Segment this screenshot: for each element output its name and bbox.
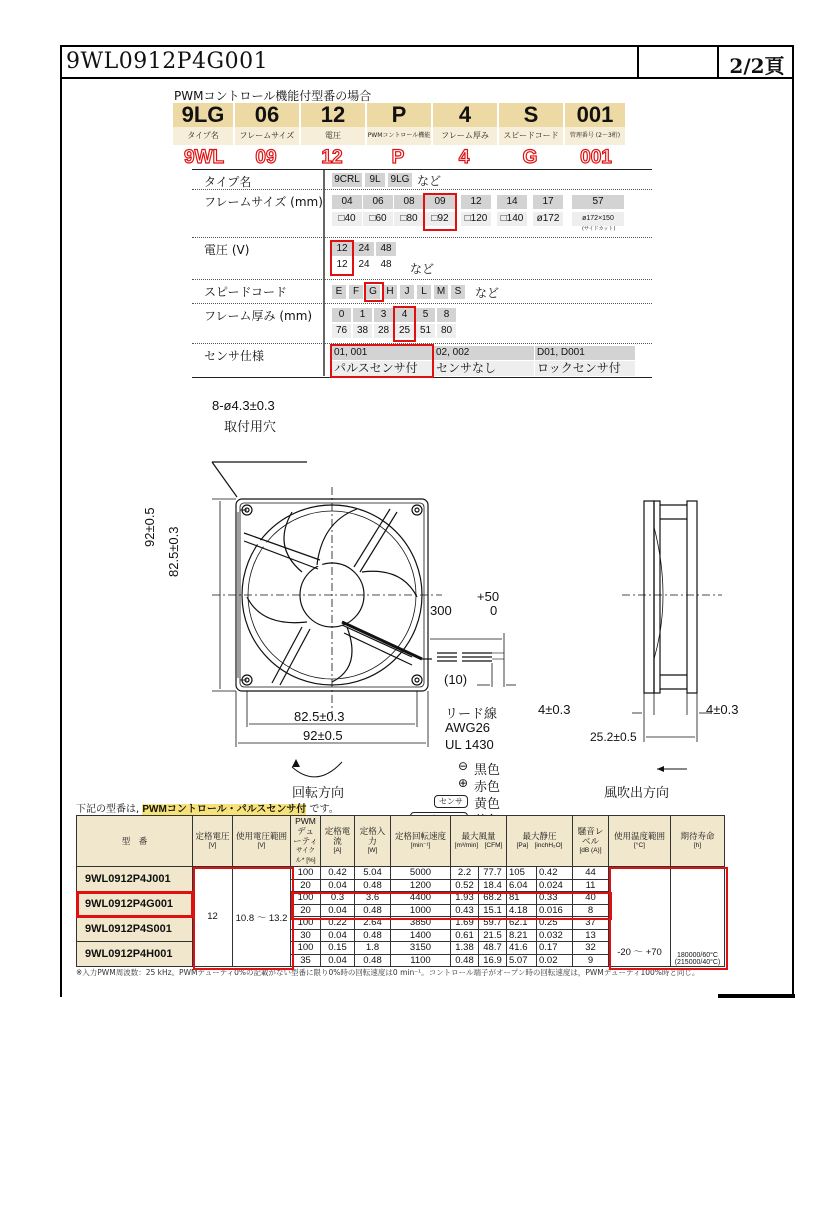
header-unit: [V] xyxy=(208,842,217,849)
leader-line xyxy=(212,462,237,497)
frame-size-code: 12 xyxy=(461,195,491,209)
spec-label: センサ仕様 xyxy=(204,349,265,363)
code-label: タイプ名 xyxy=(187,131,219,140)
table-cell: 0.17 xyxy=(537,942,573,955)
table-cell: 0.48 xyxy=(355,904,391,917)
fan-drawing xyxy=(132,397,732,797)
table-cell: 0.016 xyxy=(537,904,573,917)
table-cell: 0.22 xyxy=(321,917,355,930)
model-number: 9WL0912P4G001 xyxy=(66,49,269,74)
column-header xyxy=(671,816,725,867)
temperature-range: -20 ～ +70 xyxy=(609,867,671,967)
column-header xyxy=(77,816,193,867)
header-unit: [Pa] [inchH₂O] xyxy=(516,842,563,849)
table-cell: 32 xyxy=(573,942,609,955)
code-label: フレーム厚み xyxy=(441,131,489,140)
frame-size-value: □92 xyxy=(425,212,455,226)
side-right-dimension: 4±0.3 xyxy=(706,702,739,717)
table-cell: 13 xyxy=(573,929,609,942)
selected-code: 09 xyxy=(255,147,277,168)
voltage-value: 48 xyxy=(376,258,396,272)
thickness-code: 4 xyxy=(395,308,414,322)
selected-code: 9WL xyxy=(183,147,225,168)
speed-code-option: F xyxy=(349,285,363,299)
table-cell: 18.4 xyxy=(479,879,507,892)
awg-label: AWG26 xyxy=(445,720,491,735)
intro-suffix: です。 xyxy=(309,804,339,815)
thickness-value: 76 xyxy=(332,324,351,338)
column-header xyxy=(391,816,451,867)
column-header xyxy=(609,816,671,867)
wire-tag: ⊕ xyxy=(457,776,468,790)
frame-size-code: 57 xyxy=(572,195,624,209)
table-cell: 9 xyxy=(573,954,609,967)
spec-table xyxy=(192,169,652,375)
column-header xyxy=(321,816,355,867)
table-cell: 0.42 xyxy=(537,867,573,880)
table-cell: 3850 xyxy=(391,917,451,930)
spec-row-thickness xyxy=(192,304,652,344)
table-cell: 3150 xyxy=(391,942,451,955)
code-cell-2 xyxy=(301,103,365,145)
hole-pitch-h-dimension: 82.5±0.3 xyxy=(294,709,345,724)
height-dimension: 92±0.5 xyxy=(142,507,157,547)
document-frame xyxy=(60,45,794,997)
ul-label: UL 1430 xyxy=(445,737,494,752)
speed-code-option: H xyxy=(383,285,397,299)
table-cell: 16.9 xyxy=(479,954,507,967)
lead-tolerance-zero: 0 xyxy=(490,603,498,618)
table-cell: 0.61 xyxy=(451,929,479,942)
voltage-value: 12 xyxy=(332,258,352,272)
temp-life-highlight-box xyxy=(609,867,728,970)
voltage-code: 24 xyxy=(354,242,374,256)
thickness-code: 3 xyxy=(374,308,393,322)
header-unit: [m³/min] [CFM] xyxy=(454,842,503,849)
table-cell: 77.7 xyxy=(479,867,507,880)
header-text: 定格入力 xyxy=(359,826,386,846)
header-text: 騒音レベル xyxy=(577,826,604,846)
table-cell: 0.43 xyxy=(451,904,479,917)
code-value: P xyxy=(367,103,431,127)
spec-label: フレーム厚み (mm) xyxy=(204,309,313,323)
sensor-value: センサなし xyxy=(434,361,534,376)
table-cell: 0.48 xyxy=(355,879,391,892)
holes-dimension: 8-ø4.3±0.3 xyxy=(212,398,275,413)
spec-row-type xyxy=(192,170,652,190)
table-cell: 100 xyxy=(291,867,321,880)
table-cell: 21.5 xyxy=(479,929,507,942)
table-cell: 1.93 xyxy=(451,892,479,905)
frame-size-value: □40 xyxy=(332,212,362,226)
page-number: 2/2頁 xyxy=(729,54,785,78)
table-cell: 0.15 xyxy=(321,942,355,955)
thickness-value: 28 xyxy=(374,324,393,338)
divider xyxy=(637,47,639,77)
wire-color: 黄色 xyxy=(474,796,501,811)
table-cell: 5000 xyxy=(391,867,451,880)
speed-code-option: S xyxy=(451,285,465,299)
frame-size-code: 08 xyxy=(394,195,424,209)
table-cell: 100 xyxy=(291,892,321,905)
model-cell: 9WL0912P4H001 xyxy=(77,942,193,967)
spec-row-speed-code xyxy=(192,280,652,304)
side-left-dimension: 4±0.3 xyxy=(538,702,571,717)
table-cell: 1100 xyxy=(391,954,451,967)
column-header xyxy=(355,816,391,867)
wire-tag: センサ xyxy=(434,795,468,808)
thickness-code: 8 xyxy=(437,308,456,322)
highlight-box xyxy=(330,344,434,378)
wire-color: 黒色 xyxy=(474,762,501,777)
life-value-secondary: (215000/40°C) xyxy=(674,959,721,966)
airflow-label: 風吹出方向 xyxy=(604,785,670,800)
table-cell: 48.7 xyxy=(479,942,507,955)
code-label: フレームサイズ xyxy=(239,131,295,140)
thickness-value: 51 xyxy=(416,324,435,338)
table-cell: 1.8 xyxy=(355,942,391,955)
header-text: 型 番 xyxy=(121,836,148,846)
header-unit: [min⁻¹] xyxy=(410,842,431,849)
suffix-text: など xyxy=(475,286,500,300)
table-cell: 1400 xyxy=(391,929,451,942)
table-cell: 0.42 xyxy=(321,867,355,880)
header-text: 定格回転速度 xyxy=(394,831,446,841)
frame-size-value: □120 xyxy=(461,212,491,226)
strip-length: (10) xyxy=(444,672,468,687)
spec-row-sensor xyxy=(192,344,652,378)
selected-code: 4 xyxy=(458,147,470,168)
voltage-code: 48 xyxy=(376,242,396,256)
table-cell: 100 xyxy=(291,917,321,930)
highlight-box xyxy=(393,306,416,342)
header-unit: [°C] xyxy=(634,842,645,849)
table-cell: 1000 xyxy=(391,904,451,917)
column-header xyxy=(193,816,233,867)
table-cell: 30 xyxy=(291,929,321,942)
bottom-border xyxy=(718,994,795,998)
table-cell: 1.38 xyxy=(451,942,479,955)
table-cell: 68.2 xyxy=(479,892,507,905)
table-cell: 0.33 xyxy=(537,892,573,905)
table-cell: 0.02 xyxy=(537,954,573,967)
spec-label: 電圧 (V) xyxy=(204,243,250,257)
table-cell: 0.04 xyxy=(321,904,355,917)
header-text: 使用温度範囲 xyxy=(613,831,665,841)
table-cell: 44 xyxy=(573,867,609,880)
header-unit: [W] xyxy=(367,847,378,854)
speed-code-option: L xyxy=(417,285,431,299)
header-text: 使用電圧範囲 xyxy=(235,831,287,841)
frame-size-code: 14 xyxy=(497,195,527,209)
table-cell: 40 xyxy=(573,892,609,905)
selected-code: 001 xyxy=(580,147,612,168)
voltage-value: 24 xyxy=(354,258,374,272)
table-cell: 0.032 xyxy=(537,929,573,942)
sensor-value: ロックセンサ付 xyxy=(535,361,635,376)
life-value: 180000/60°C xyxy=(677,952,718,959)
frame-size-note: (サイドカット) xyxy=(582,226,616,232)
header-text: 定格電圧 xyxy=(195,831,230,841)
speed-code-option: J xyxy=(400,285,414,299)
hole-pitch-v-dimension: 82.5±0.3 xyxy=(166,526,181,577)
table-cell: 8 xyxy=(573,904,609,917)
intro-prefix: 下記の型番は, xyxy=(76,804,140,815)
model-cell: 9WL0912P4G001 xyxy=(77,892,193,917)
sensor-code: D01, D001 xyxy=(535,346,635,360)
column-header xyxy=(291,816,321,867)
highlight-box xyxy=(364,282,384,302)
code-value: 9LG xyxy=(173,103,233,127)
header-unit: [dB (A)] xyxy=(579,847,602,854)
code-label: 管理番号 (2～3桁) xyxy=(569,132,621,139)
table-cell: 105 xyxy=(507,867,537,880)
rated-voltage: 12 xyxy=(193,867,233,967)
header-text: 最大風量 xyxy=(461,831,496,841)
column-header xyxy=(233,816,291,867)
sensor-code: 02, 002 xyxy=(434,346,534,360)
thickness-value: 25 xyxy=(395,324,414,338)
speed-code-option: E xyxy=(332,285,346,299)
table-cell: 5.07 xyxy=(507,954,537,967)
table-cell: 62.1 xyxy=(507,917,537,930)
frame-size-code: 17 xyxy=(533,195,563,209)
table-cell: 20 xyxy=(291,879,321,892)
highlight-box xyxy=(330,240,354,276)
spec-label: タイプ名 xyxy=(204,175,252,189)
code-cell-0 xyxy=(173,103,233,145)
header-text: 最大静圧 xyxy=(522,831,557,841)
frame-size-code: 04 xyxy=(332,195,362,209)
selected-code: 12 xyxy=(321,147,343,168)
frame-size-value: □140 xyxy=(497,212,527,226)
thickness-code: 0 xyxy=(332,308,351,322)
table-cell: 2.64 xyxy=(355,917,391,930)
table-cell: 0.48 xyxy=(451,954,479,967)
column-header xyxy=(507,816,573,867)
footnote: ※入力PWM周波数：25 kHz。PWMデューティ0%の記載がない型番に限り0%時の回転速度は0 min⁻¹。コントロール端子がオープン時の回転速度は，PWMデューティ100%時と同じ。 xyxy=(76,968,700,977)
table-cell: 6.04 xyxy=(507,879,537,892)
code-label: スピードコード xyxy=(503,131,559,140)
selected-code: G xyxy=(522,147,538,168)
code-cell-3 xyxy=(367,103,431,145)
table-cell: 0.25 xyxy=(537,917,573,930)
table-cell: 0.04 xyxy=(321,879,355,892)
selected-model-highlight-box xyxy=(291,892,612,920)
table-cell: 1200 xyxy=(391,879,451,892)
code-label: PWMコントロール機能 xyxy=(367,132,431,139)
frame-size-code: 09 xyxy=(425,195,455,209)
spec-row-voltage xyxy=(192,238,652,280)
header-unit: サイクル* [%] xyxy=(295,847,316,864)
frame-size-value: □60 xyxy=(363,212,393,226)
suffix-text: など xyxy=(410,262,435,276)
wire-tag: ⊖ xyxy=(457,759,468,773)
table-cell: 15.1 xyxy=(479,904,507,917)
table-cell: 2.2 xyxy=(451,867,479,880)
table-cell: 37 xyxy=(573,917,609,930)
table-cell: 81 xyxy=(507,892,537,905)
lead-length: 300 xyxy=(430,603,452,618)
code-value: 001 xyxy=(565,103,625,127)
code-value: 4 xyxy=(433,103,497,127)
code-label: 電圧 xyxy=(325,131,341,140)
intro-highlight: PWMコントロール・パルスセンサ付 xyxy=(142,804,307,815)
table-cell: 0.48 xyxy=(355,929,391,942)
divider xyxy=(717,47,719,77)
column-header xyxy=(451,816,507,867)
table-cell: 11 xyxy=(573,879,609,892)
frame-size-code: 06 xyxy=(363,195,393,209)
table-cell: 0.52 xyxy=(451,879,479,892)
table-cell: 0.024 xyxy=(537,879,573,892)
thickness-value: 80 xyxy=(437,324,456,338)
table-cell: 35 xyxy=(291,954,321,967)
header-text: 期待寿命 xyxy=(680,831,715,841)
code-value: 06 xyxy=(235,103,299,127)
type-option: 9L xyxy=(365,173,385,187)
code-cell-1 xyxy=(235,103,299,145)
header-unit: [V] xyxy=(257,842,266,849)
thickness-dimension: 25.2±0.5 xyxy=(590,730,637,744)
header-text: 定格電流 xyxy=(324,826,351,846)
table-cell: 4400 xyxy=(391,892,451,905)
voltage-code: 12 xyxy=(332,242,352,256)
table-cell: 59.7 xyxy=(479,917,507,930)
table-cell: 100 xyxy=(291,942,321,955)
table-cell: 0.48 xyxy=(355,954,391,967)
frame-size-value: ø172×150 xyxy=(572,212,624,226)
table-cell: 0.04 xyxy=(321,929,355,942)
speed-code-option: M xyxy=(434,285,448,299)
table-cell: 0.04 xyxy=(321,954,355,967)
table-intro xyxy=(76,800,339,815)
thickness-code: 1 xyxy=(353,308,372,322)
table-cell: 3.6 xyxy=(355,892,391,905)
model-cell: 9WL0912P4S001 xyxy=(77,917,193,942)
wire-color: 赤色 xyxy=(474,779,501,794)
code-cell-4 xyxy=(433,103,497,145)
frame-size-value: □80 xyxy=(394,212,424,226)
table-cell: 41.6 xyxy=(507,942,537,955)
title-block xyxy=(62,47,792,79)
spec-label: フレームサイズ (mm) xyxy=(204,195,323,209)
table-cell: 20 xyxy=(291,904,321,917)
voltage-highlight-box xyxy=(193,867,294,970)
header-unit: [A] xyxy=(333,847,342,854)
spec-row-frame-size xyxy=(192,190,652,238)
model-cell: 9WL0912P4J001 xyxy=(77,867,193,892)
sensor-code: 01, 001 xyxy=(332,346,432,360)
header-text: PWMデューティ xyxy=(293,816,318,846)
thickness-code: 5 xyxy=(416,308,435,322)
table-cell: 0.3 xyxy=(321,892,355,905)
code-value: S xyxy=(499,103,563,127)
pwm-section-title: PWMコントロール機能付型番の場合 xyxy=(174,89,372,103)
spec-label: スピードコード xyxy=(204,285,288,299)
table-cell: 4.18 xyxy=(507,904,537,917)
table-cell: 8.21 xyxy=(507,929,537,942)
width-dimension: 92±0.5 xyxy=(303,728,343,743)
thickness-value: 38 xyxy=(353,324,372,338)
table-cell: 5.04 xyxy=(355,867,391,880)
code-value: 12 xyxy=(301,103,365,127)
suffix-text: など xyxy=(417,174,442,188)
code-cell-5 xyxy=(499,103,563,145)
selected-code: P xyxy=(391,147,405,168)
speed-code-option: G xyxy=(366,285,380,299)
table-cell: 1.69 xyxy=(451,917,479,930)
type-option: 9LG xyxy=(388,173,412,187)
holes-label: 取付用穴 xyxy=(224,419,277,434)
header-unit: [h] xyxy=(693,842,702,849)
frame-size-value: ø172 xyxy=(533,212,563,226)
type-option: 9CRL xyxy=(332,173,362,187)
voltage-range: 10.8 ～ 13.2 xyxy=(233,867,291,967)
lead-wire-label: リード線 xyxy=(445,706,498,721)
highlight-box xyxy=(423,193,457,231)
lead-tolerance: +50 xyxy=(477,589,500,604)
column-header xyxy=(573,816,609,867)
sensor-value: パルスセンサ付 xyxy=(332,361,432,376)
code-cell-6 xyxy=(565,103,625,145)
rotation-label: 回転方向 xyxy=(292,785,345,800)
